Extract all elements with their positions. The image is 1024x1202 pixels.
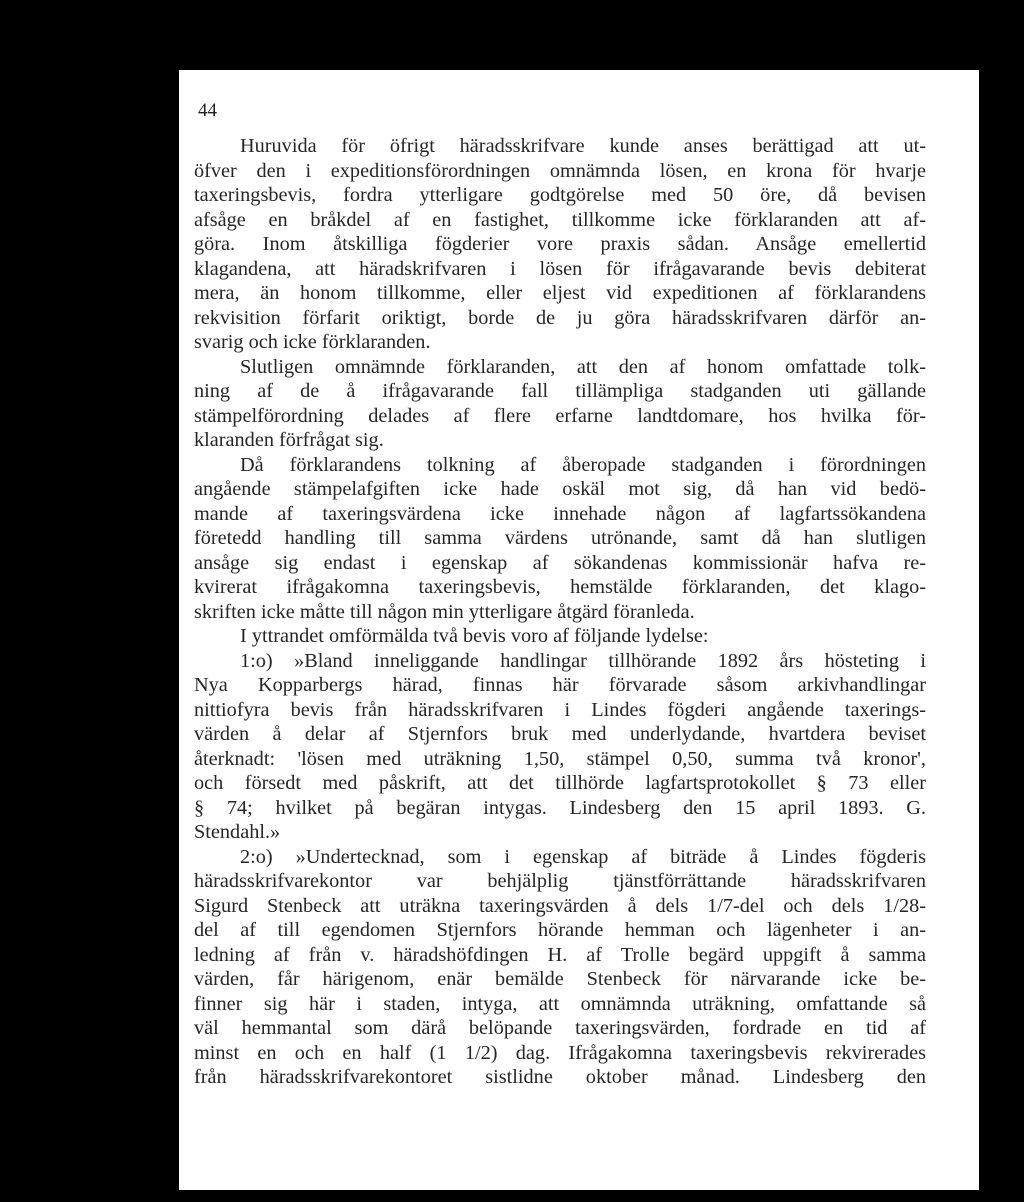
text-line: stämpelförordning delades af flere erfarne landtdomare, hos hvilka för- [194, 404, 926, 427]
text-line: väl hemmantal som därå belöpande taxeringsvärden, fordrade en tid af [194, 1017, 926, 1039]
text-line: taxeringsbevis, fordra ytterligare godtgörelse med 50 öre, då bevisen [194, 184, 926, 206]
text-line: rekvisition förfarit oriktigt, borde de ju göra häradsskrifvaren därför an- [194, 306, 926, 329]
text-line: finner sig här i staden, intyga, att omnämnda uträkning, omfattande så [194, 992, 926, 1015]
text-line: mande af taxeringsvärdena icke innehade någon af lagfartssökandena [194, 502, 926, 525]
body-text [194, 134, 926, 1090]
text-line: och försedt med påskrift, att det tillhörde lagfartsprotokollet § 73 eller [194, 772, 926, 794]
text-line: värden å delar af Stjernfors bruk med underlydande, hvartdera beviset [194, 723, 926, 745]
page-number: 44 [198, 100, 217, 121]
text-line: § 74; hvilket på begäran intygas. Lindesberg den 15 april 1893. G. [194, 796, 926, 819]
text-line: 1:o) »Bland inneliggande handlingar tillhörande 1892 års hösteting i [240, 649, 926, 672]
text-line: företedd handling till samma värdens utrönande, samt då han slutligen [194, 527, 926, 549]
text-line: svarig och icke förklaranden. [194, 331, 431, 353]
text-line: återknadt: 'lösen med uträkning 1,50, stämpel 0,50, summa två kronor', [194, 747, 926, 770]
text-line: skriften icke måtte till någon min ytterligare åtgärd föranleda. [194, 600, 695, 623]
text-line: göra. Inom åtskilliga fögderier vore praxis sådan. Ansåge emellertid [194, 233, 926, 255]
text-line: kvirerat ifrågakomna taxeringsbevis, hemstälde förklaranden, det klago- [194, 576, 926, 598]
text-line: Nya Kopparbergs härad, finnas här förvarade såsom arkivhandlingar [194, 674, 926, 696]
text-line: ansåge sig endast i egenskap af sökandenas kommissionär hafva re- [194, 551, 926, 574]
text-line: klaranden förfrågat sig. [194, 429, 384, 451]
text-line: I yttrandet omförmälda två bevis voro af följande lydelse: [240, 625, 709, 647]
text-line: afsåge en bråkdel af en fastighet, tillkomme icke förklaranden att af- [194, 208, 926, 231]
text-line: mera, än honom tillkomme, eller eljest vid expeditionen af förklarandens [194, 282, 926, 304]
text-line: Slutligen omnämnde förklaranden, att den af honom omfattade tolk- [240, 355, 926, 378]
text-line: angående stämpelafgiften icke hade oskäl mot sig, då han vid bedö- [194, 478, 926, 500]
text-line: minst en och en half (1 1/2) dag. Ifrågakomna taxeringsbevis rekvirerades [194, 1041, 926, 1064]
text-line: öfver den i expeditionsförordningen omnämnda lösen, en krona för hvarje [194, 159, 926, 182]
text-line: 2:o) »Undertecknad, som i egenskap af biträde å Lindes fögderis [240, 845, 926, 868]
text-line: ledning af från v. häradshöfdingen H. af Trolle begärd uppgift å samma [194, 943, 926, 966]
text-line: Då förklarandens tolkning af åberopade stadganden i förordningen [240, 453, 926, 476]
text-line: Huruvida för öfrigt häradsskrifvare kunde anses berättigad att ut- [240, 135, 926, 157]
text-line: klagandena, att häradskrifvaren i lösen för ifrågavarande bevis debiterat [194, 257, 926, 280]
text-line: nittiofyra bevis från häradsskrifvaren i Lindes fögderi angående taxerings- [194, 698, 926, 721]
text-line: från häradsskrifvarekontoret sistlidne oktober månad. Lindesberg den [194, 1066, 926, 1088]
text-line: del af till egendomen Stjernfors hörande hemman och lägenheter i an- [194, 919, 926, 941]
text-line: värden, får härigenom, enär bemälde Stenbeck för närvarande icke be- [194, 968, 926, 990]
text-line: Sigurd Stenbeck att uträkna taxeringsvärden å dels 1/7-del och dels 1/28- [194, 894, 926, 917]
text-line: Stendahl.» [194, 821, 281, 843]
text-line: ning af de å ifrågavarande fall tillämpliga stadganden uti gällande [194, 380, 926, 402]
text-line: häradsskrifvarekontor var behjälplig tjänstförrättande häradsskrifvaren [194, 870, 926, 892]
